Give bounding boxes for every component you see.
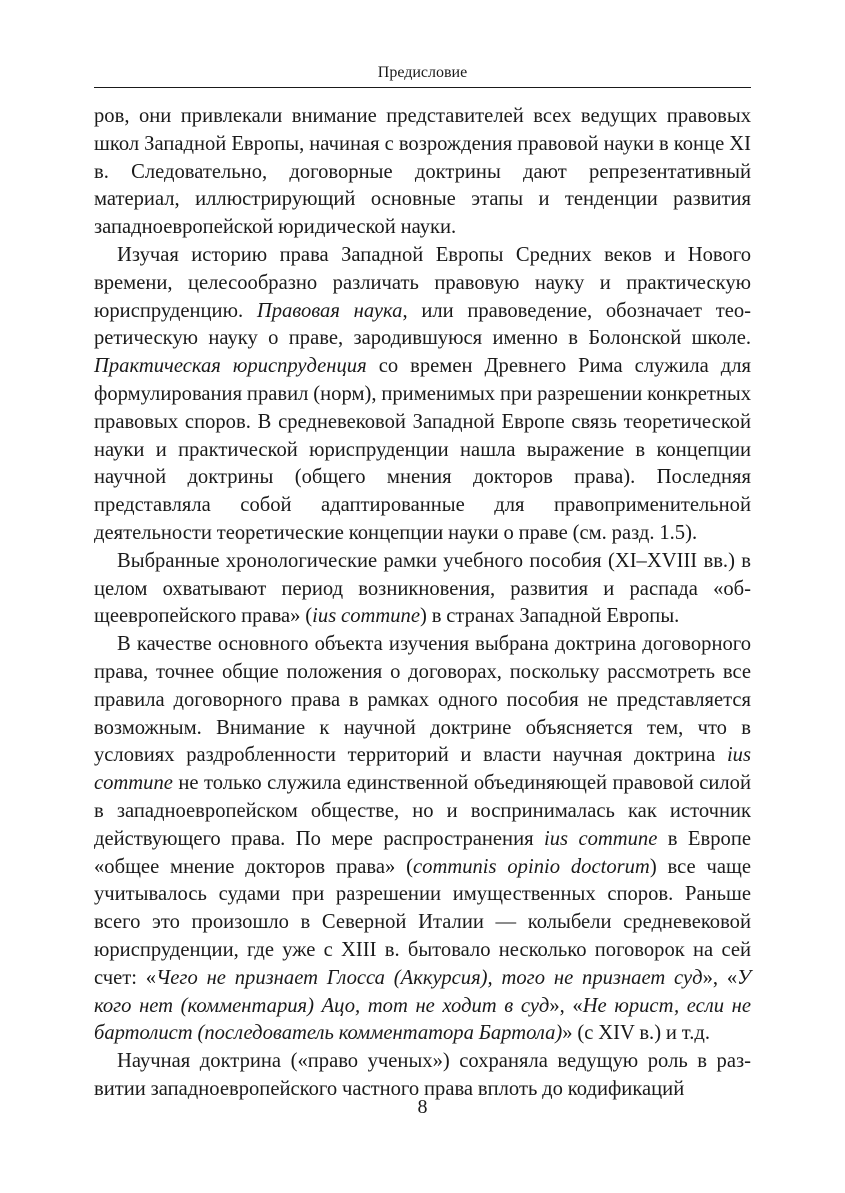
text-run: В качестве основного объекта изучения выбрана доктрина договорного права, точнее общие положения о договорах, поскольку рассмотреть все правила договорного права в рамках одного пособия не представляется возможным. Внимание к научной доктрине объясняется тем, что в условиях раздробленности территорий и власти научная доктрина xyxy=(94,633,751,767)
running-head: Предисловие xyxy=(377,64,468,81)
italic-text: ius commune xyxy=(312,605,420,628)
text-run: », « xyxy=(549,994,583,1017)
italic-text: ius commune xyxy=(544,827,658,850)
text-run: ) все чаще учитывалось судами при разрешении имущественных споров. Раньше всего это произошло в Северной Италии — колыбели средневековой юриспруденции, где уже с XIII в. бытовало несколько поговорок на сей счет: « xyxy=(94,855,751,989)
body-text xyxy=(94,103,751,1104)
text-run: Выбранные хронологические рамки учебного пособия (XI–XVIII вв.) в целом охватывают период возникновения, развития и распада «общеевропейского права» ( xyxy=(94,549,751,628)
text-run: », « xyxy=(702,966,738,989)
italic-text: Не юрист, если не бартолист (последователь комментатора Бартола) xyxy=(94,994,751,1045)
paragraph xyxy=(94,631,751,1048)
italic-text: ius commune xyxy=(94,744,751,795)
italic-text: Правовая наука xyxy=(256,299,403,322)
text-run: в Европе «общее мнение докторов права» ( xyxy=(94,827,751,878)
text-run: не только служила единственной объединяющей правовой силой в западноевропейском обществе, но и воспринималась как источник действующего права. По мере распространения xyxy=(94,772,751,850)
text-run: » (с XIV в.) и т.д. xyxy=(562,1022,710,1045)
text-run: Изучая историю права Западной Европы Средних веков и Нового времени, целесообразно различать правовую науку и практическую юриспруденцию. xyxy=(94,243,751,322)
paragraph xyxy=(94,548,751,631)
paragraph xyxy=(94,103,751,242)
text-run: , или правоведение, обозначает теоретическую науку о праве, зародившуюся именно в Болонской школе. xyxy=(94,299,752,350)
text-run: Научная доктрина («право ученых») сохраняла ведущую роль в развитии западноевропейского частного права вплоть до кодификаций xyxy=(94,1050,751,1100)
italic-text: Чего не признает Глосса (Аккурсия), того не признает суд xyxy=(156,966,703,989)
text-run: ров, они привлекали внимание представителей всех ведущих правовых школ Западной Европы, начиная с возрождения правовой науки в конце XI в. Следовательно, договорные доктрины дают репрезентативный материал, иллюстрирующий основные этапы и тенденции развития западноевропейской юридической науки. xyxy=(94,105,751,239)
text-run: ) в странах Западной Европы. xyxy=(419,605,680,628)
text-run: со времен Древнего Рима служила для формулирования правил (норм), применимых при разрешении конкретных правовых споров. В средневековой Западной Европе связь теоретической науки и практической юриспруденции нашла выражение в концепции научной доктрины (общего мнения докторов права). Последняя представляла собой адаптированные для правоприменительной деятельности теоретические концепции науки о праве (см. разд. 1.5). xyxy=(94,355,751,544)
italic-text: communis opinio doctorum xyxy=(413,855,650,878)
italic-text: Практическая юриспруденция xyxy=(94,355,367,378)
paragraph xyxy=(94,242,751,548)
page-number: 8 xyxy=(417,1096,428,1118)
italic-text: У кого нет (комментария) Ацо, тот не ходит в суд xyxy=(94,966,751,1017)
header-rule xyxy=(94,87,751,88)
